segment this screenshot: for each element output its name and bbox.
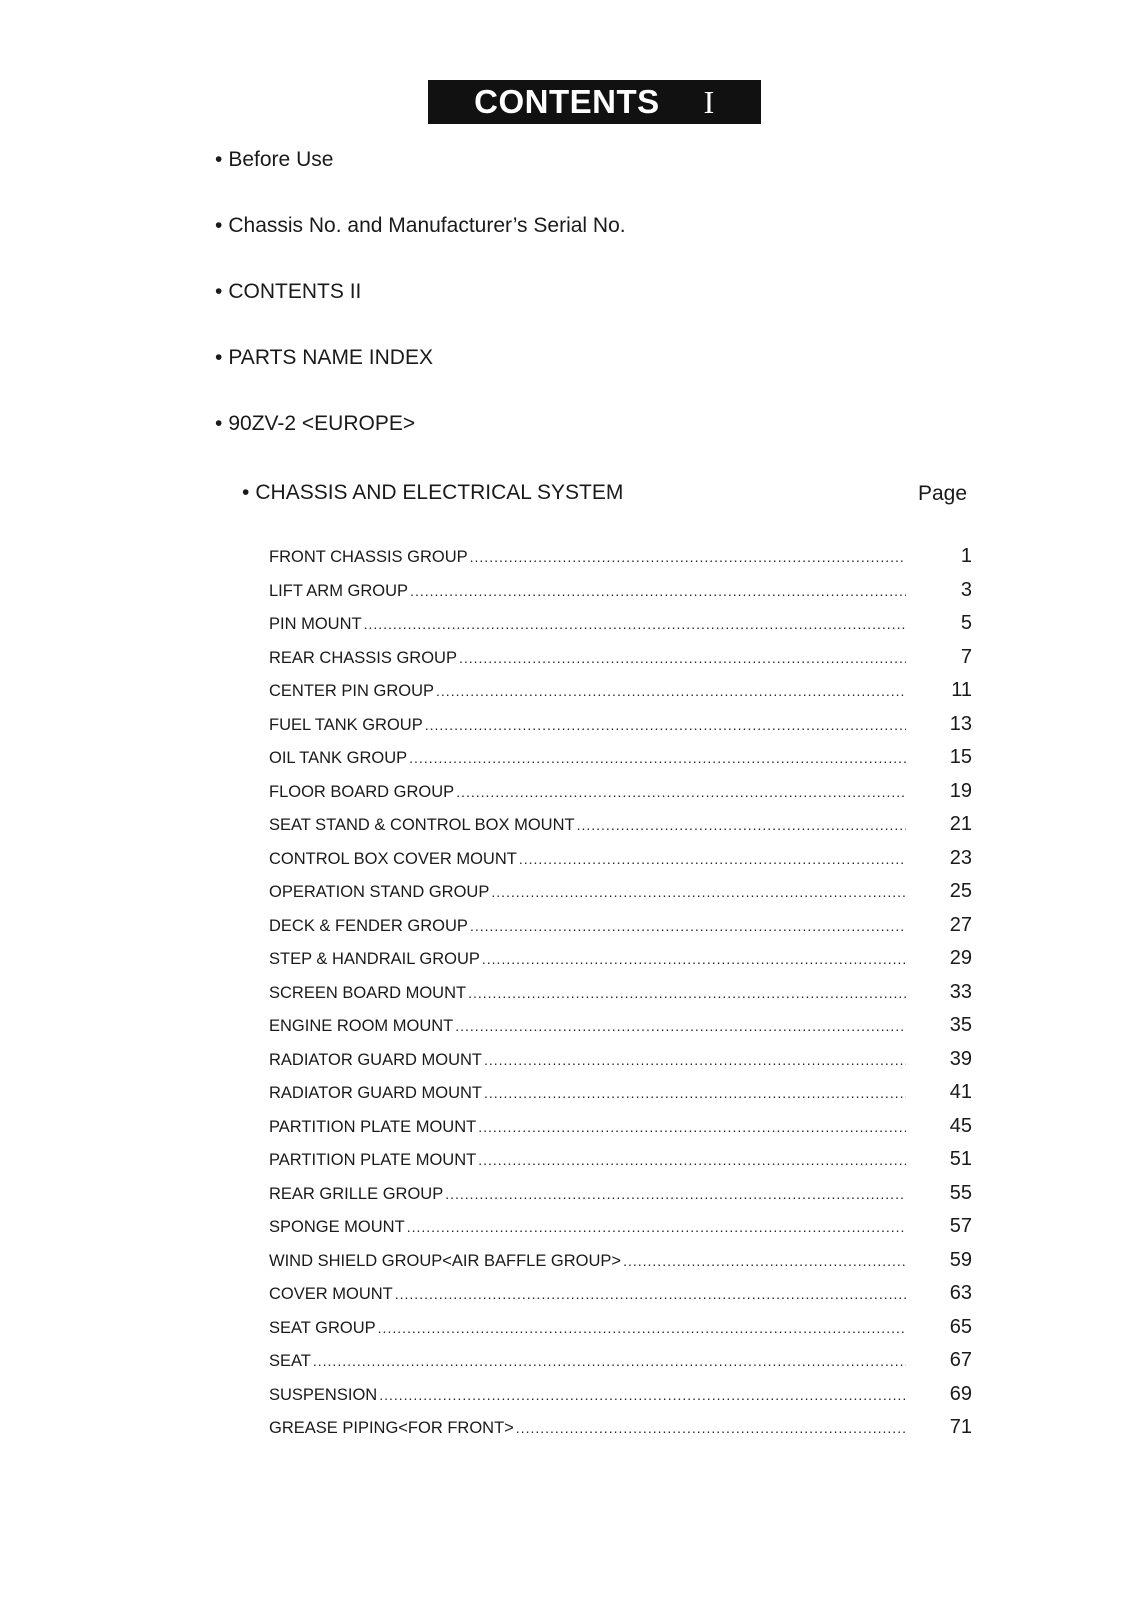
toc-entry[interactable]	[269, 947, 972, 981]
toc-dot-leader	[379, 1387, 906, 1403]
toc-entry-page-number: 21	[949, 813, 972, 835]
toc-entry-title: SUSPENSION	[269, 1385, 378, 1404]
toc-entry-page-number: 15	[949, 746, 972, 768]
toc-entry-title: CENTER PIN GROUP	[269, 682, 435, 700]
toc-entry-page-number: 19	[949, 779, 972, 802]
toc-entry-page-number: 13	[949, 712, 972, 735]
contents-item-parts-name-index[interactable]	[215, 346, 433, 370]
toc-entry-page-number: 29	[949, 947, 972, 969]
toc-entry-page-number: 57	[949, 1215, 972, 1237]
toc-entry[interactable]	[269, 914, 972, 948]
toc-dot-leader	[445, 1186, 906, 1202]
toc-dot-leader	[623, 1253, 906, 1269]
toc-entry-title: RADIATOR GUARD MOUNT	[269, 1084, 482, 1102]
toc-dot-leader	[470, 918, 906, 934]
toc-entry-page-number: 1	[960, 545, 972, 567]
toc-entry-title: SEAT	[269, 1352, 311, 1370]
toc-dot-leader	[456, 784, 906, 800]
bullet: •	[215, 214, 223, 237]
toc-entry[interactable]	[269, 1048, 972, 1082]
contents-item-label: 90ZV-2 <EUROPE>	[228, 412, 416, 435]
toc-dot-leader	[407, 1219, 906, 1235]
toc-entry-title: LIFT ARM GROUP	[269, 581, 409, 600]
page-column-header: Page	[918, 482, 968, 505]
contents-item-label: Chassis No. and Manufacturer’s Serial No.	[228, 214, 626, 237]
toc-dot-leader	[516, 1420, 906, 1436]
toc-entry-title: FUEL TANK GROUP	[269, 715, 423, 734]
contents-item-model[interactable]	[215, 412, 415, 436]
toc-dot-leader	[313, 1353, 906, 1369]
contents-item-label: PARTS NAME INDEX	[228, 346, 433, 369]
toc-entry-title: PIN MOUNT	[269, 615, 362, 633]
toc-entry-title: FLOOR BOARD GROUP	[269, 782, 455, 801]
toc-entry[interactable]	[269, 847, 972, 881]
toc-entry-page-number: 7	[960, 645, 972, 668]
toc-entry[interactable]	[269, 679, 972, 713]
section-heading	[242, 481, 623, 505]
toc-dot-leader	[484, 1085, 906, 1101]
toc-dot-leader	[459, 650, 906, 666]
page-title: CONTENTS	[474, 83, 660, 120]
toc-dot-leader	[577, 817, 906, 833]
toc-entry-title: SEAT GROUP	[269, 1318, 376, 1337]
toc-entry[interactable]	[269, 746, 972, 780]
toc-entry[interactable]	[269, 813, 972, 847]
toc-entry-page-number: 11	[951, 679, 972, 701]
toc-entry[interactable]	[269, 1416, 972, 1450]
toc-entry-page-number: 59	[949, 1248, 972, 1271]
toc-dot-leader	[436, 683, 906, 699]
toc-dot-leader	[519, 851, 906, 867]
toc-entry-title: SCREEN BOARD MOUNT	[269, 983, 467, 1002]
toc-dot-leader	[409, 750, 906, 766]
toc-dot-leader	[378, 1320, 906, 1336]
toc-entry-page-number: 23	[949, 846, 972, 869]
toc-entry-title: CONTROL BOX COVER MOUNT	[269, 849, 517, 868]
toc-entry-title: PARTITION PLATE MOUNT	[269, 1151, 477, 1169]
toc-entry-title: GREASE PIPING<FOR FRONT>	[269, 1419, 514, 1437]
toc-entry-title: DECK & FENDER GROUP	[269, 916, 468, 935]
toc-entry[interactable]	[269, 981, 972, 1015]
contents-item-serial-no[interactable]	[215, 214, 626, 238]
toc-entry-page-number: 65	[949, 1315, 972, 1338]
toc-entry-title: OIL TANK GROUP	[269, 749, 408, 767]
toc-entry[interactable]	[269, 1014, 972, 1048]
bullet: •	[215, 280, 223, 303]
toc-entry[interactable]	[269, 1249, 972, 1283]
toc-entry-page-number: 55	[949, 1181, 972, 1204]
toc-dot-leader	[468, 985, 906, 1001]
toc-entry-page-number: 25	[949, 880, 972, 902]
toc-entry-title: WIND SHIELD GROUP<AIR BAFFLE GROUP>	[269, 1251, 622, 1270]
toc-entry-page-number: 35	[949, 1014, 972, 1036]
toc-dot-leader	[455, 1018, 906, 1034]
toc-entry[interactable]	[269, 1316, 972, 1350]
toc-entry[interactable]	[269, 545, 972, 579]
toc-dot-leader	[364, 616, 906, 632]
toc-entry-page-number: 27	[949, 913, 972, 936]
toc-entry[interactable]	[269, 1282, 972, 1316]
toc-dot-leader	[425, 717, 906, 733]
toc-entry-title: COVER MOUNT	[269, 1285, 393, 1303]
toc-entry-title: STEP & HANDRAIL GROUP	[269, 950, 480, 968]
toc-entry-title: REAR GRILLE GROUP	[269, 1184, 444, 1203]
toc-dot-leader	[484, 1052, 906, 1068]
toc-dot-leader	[470, 549, 906, 565]
toc-entry[interactable]	[269, 880, 972, 914]
toc-entry[interactable]	[269, 713, 972, 747]
toc-entry[interactable]	[269, 780, 972, 814]
toc-dot-leader	[491, 884, 906, 900]
toc-entry-page-number: 39	[949, 1047, 972, 1070]
toc-entry-title: PARTITION PLATE MOUNT	[269, 1117, 477, 1136]
toc-dot-leader	[482, 951, 906, 967]
toc-entry[interactable]	[269, 1148, 972, 1182]
toc-entry-title: RADIATOR GUARD MOUNT	[269, 1050, 482, 1069]
toc-entry-page-number: 41	[949, 1081, 972, 1103]
toc-entry[interactable]	[269, 612, 972, 646]
toc-entry[interactable]	[269, 1383, 972, 1417]
toc-entry-page-number: 33	[949, 980, 972, 1003]
contents-item-label: CONTENTS II	[228, 280, 362, 303]
toc-entry-page-number: 63	[949, 1282, 972, 1304]
contents-item-before-use[interactable]	[215, 148, 333, 172]
toc-entry-title: OPERATION STAND GROUP	[269, 883, 490, 901]
toc-dot-leader	[410, 583, 906, 599]
toc-entry[interactable]	[269, 1182, 972, 1216]
toc-entry-page-number: 5	[960, 612, 972, 634]
toc-entry-title: SEAT STAND & CONTROL BOX MOUNT	[269, 816, 575, 834]
bullet: •	[242, 481, 250, 504]
toc-entry-page-number: 71	[949, 1416, 972, 1438]
toc-entry[interactable]	[269, 1115, 972, 1149]
contents-item-label: Before Use	[228, 148, 334, 171]
toc-entry-page-number: 3	[960, 578, 972, 601]
contents-item-contents-ii[interactable]	[215, 280, 361, 304]
section-heading-label: CHASSIS AND ELECTRICAL SYSTEM	[255, 481, 624, 504]
toc-dot-leader	[395, 1286, 906, 1302]
toc-entry[interactable]	[269, 1215, 972, 1249]
toc-entry-page-number: 67	[949, 1349, 972, 1371]
toc-entry-title: REAR CHASSIS GROUP	[269, 648, 457, 667]
toc-list	[269, 545, 972, 1450]
bullet: •	[215, 346, 223, 369]
toc-entry-title: FRONT CHASSIS GROUP	[269, 548, 468, 566]
toc-entry-title: ENGINE ROOM MOUNT	[269, 1017, 454, 1035]
toc-entry[interactable]	[269, 646, 972, 680]
toc-entry[interactable]	[269, 1349, 972, 1383]
bullet: •	[215, 148, 223, 171]
bullet: •	[215, 412, 223, 435]
toc-entry-title: SPONGE MOUNT	[269, 1218, 405, 1236]
toc-entry-page-number: 51	[949, 1148, 972, 1170]
toc-entry[interactable]	[269, 579, 972, 613]
contents-title-banner	[428, 80, 761, 124]
toc-entry[interactable]	[269, 1081, 972, 1115]
toc-dot-leader	[478, 1119, 906, 1135]
toc-entry-page-number: 69	[949, 1382, 972, 1405]
toc-entry-page-number: 45	[949, 1114, 972, 1137]
toc-dot-leader	[478, 1152, 906, 1168]
page-title-roman-numeral: I	[703, 83, 715, 120]
